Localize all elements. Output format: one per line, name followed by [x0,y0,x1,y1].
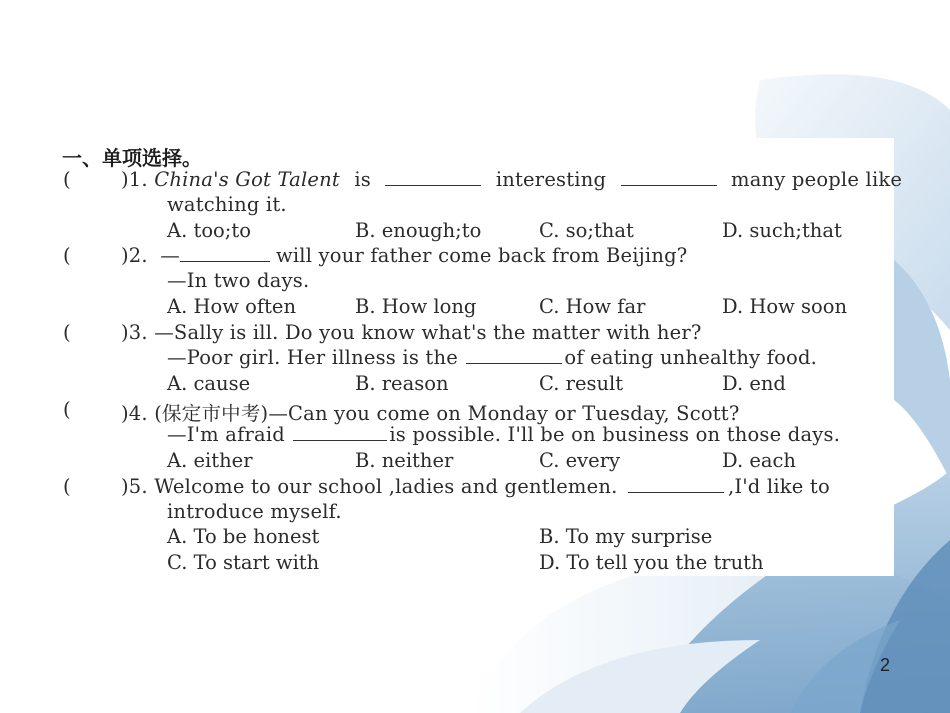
option-c: C. How far [539,295,646,318]
question-3-stem-cont [167,346,817,369]
option-b: B. enough;to [355,219,482,242]
question-4-stem-cont [167,423,840,446]
option-b: B. neither [355,449,454,472]
answer-paren: ( [63,168,71,191]
question-number: )1. [121,168,148,191]
option-a: A. cause [167,372,251,395]
answer-paren: ( [63,244,71,267]
answer-blank[interactable] [180,260,270,262]
option-b: B. reason [355,372,449,395]
question-text: —I'm afraid [167,423,285,446]
question-1-stem [121,168,902,191]
question-text: China's Got Talent [154,168,340,191]
question-text: —Poor girl. Her illness is the [167,346,458,369]
option-a: A. too;to [167,219,251,242]
option-a: A. To be honest [167,525,320,548]
question-5-stem-cont: introduce myself. [167,500,342,523]
option-d: D. To tell you the truth [539,551,764,574]
question-5-stem [121,475,830,498]
question-text: will your father come back from Beijing? [275,244,688,267]
answer-blank[interactable] [293,439,387,441]
question-number: )5. [121,475,148,498]
question-text: ,I'd like to [727,475,830,498]
answer-paren: ( [63,398,71,421]
question-text: is possible. I'll be on business on those days. [389,423,841,446]
question-text: (保定市中考)—Can you come on Monday or Tuesday, Scott? [154,402,740,425]
answer-paren: ( [63,321,71,344]
question-text: of eating unhealthy food. [564,346,818,369]
option-a: A. either [167,449,253,472]
answer-blank[interactable] [385,184,481,186]
question-3-stem [121,321,702,344]
section-heading: 一、单项选择。 [62,146,202,170]
question-number: )4. [121,402,148,425]
page-number: 2 [880,655,891,675]
option-a: A. How often [167,295,297,318]
question-number: )2. [121,244,148,267]
question-1-stem-cont: watching it. [167,193,287,216]
question-2-stem [121,244,687,267]
answer-paren: ( [63,475,71,498]
question-text: interesting [495,168,607,191]
option-c: C. so;that [539,219,634,242]
answer-blank[interactable] [621,184,717,186]
question-text: Welcome to our school ,ladies and gentlemen. [154,475,618,498]
option-b: B. To my surprise [539,525,713,548]
option-c: C. every [539,449,621,472]
question-text: is [354,168,372,191]
option-d: D. each [722,449,796,472]
answer-blank[interactable] [466,362,562,364]
option-c: C. To start with [167,551,320,574]
question-text: many people like [731,168,903,191]
question-text: — [160,244,180,267]
option-d: D. end [722,372,786,395]
question-4-stem [121,398,740,426]
option-c: C. result [539,372,624,395]
answer-blank[interactable] [628,491,724,493]
question-2-answer-line: —In two days. [167,269,310,292]
option-d: D. How soon [722,295,848,318]
option-d: D. such;that [722,219,842,242]
option-b: B. How long [355,295,477,318]
question-number: )3. [121,321,148,344]
question-text: —Sally is ill. Do you know what's the matter with her? [154,321,702,344]
